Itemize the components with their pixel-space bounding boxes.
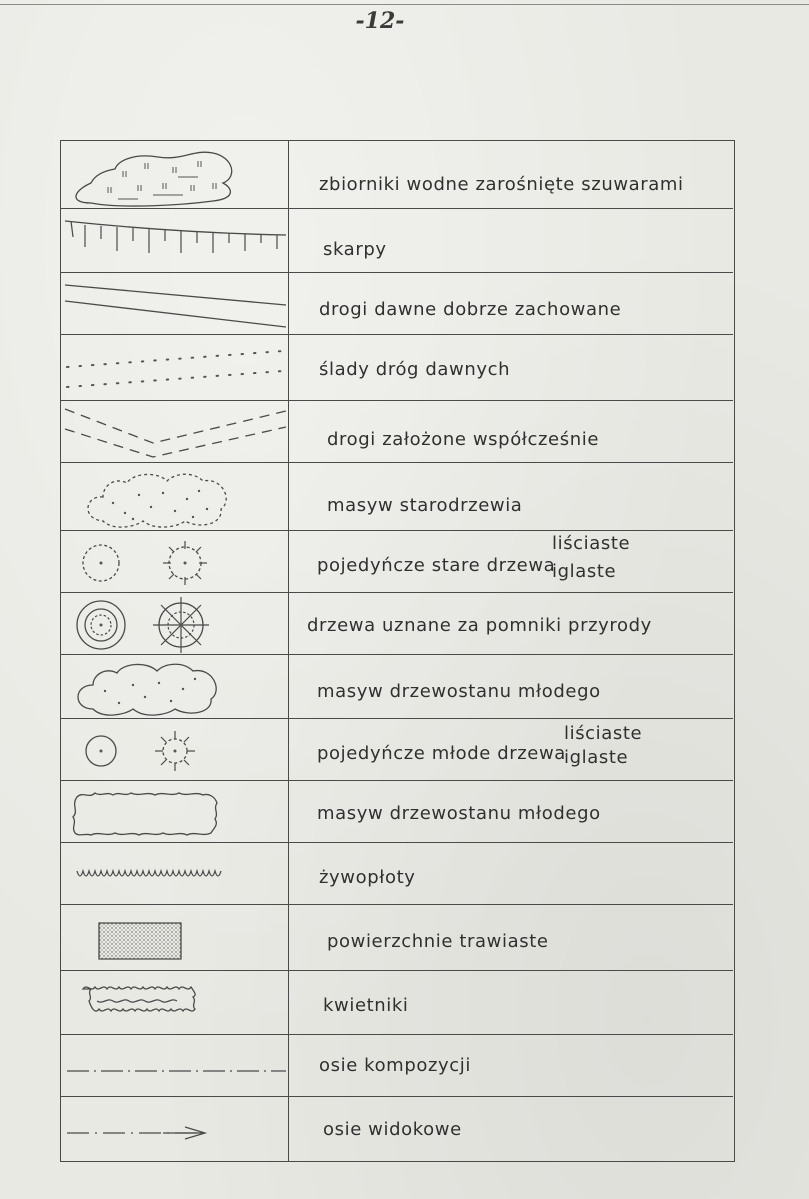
legend-sublabel-coniferous: iglaste (552, 561, 617, 582)
legend-label: masyw drzewostanu młodego (317, 803, 601, 824)
legend-row (61, 273, 733, 335)
young-stand-shrub-icon (63, 783, 286, 841)
composition-axis-icon (63, 1037, 286, 1095)
legend-sublabel-deciduous: liściaste (552, 533, 631, 554)
legend-label: masyw drzewostanu młodego (317, 681, 601, 702)
old-tree-mass-icon (63, 465, 286, 529)
legend-row (61, 905, 733, 971)
legend-label: skarpy (323, 239, 387, 260)
flower-bed-icon (63, 973, 286, 1033)
single-old-trees-icon (63, 533, 286, 591)
legend-row (61, 531, 733, 593)
legend-label: drzewa uznane za pomniki przyrody (307, 615, 652, 636)
legend-table (60, 140, 735, 1162)
legend-row (61, 463, 733, 531)
young-stand-mass-icon (63, 657, 286, 717)
view-axis-icon (63, 1099, 286, 1159)
single-young-trees-icon (63, 721, 286, 779)
legend-label: kwietniki (323, 995, 409, 1016)
legend-sublabel-deciduous: liściaste (564, 723, 643, 744)
legend-row (61, 209, 733, 273)
grass-area-icon (63, 907, 286, 969)
legend-label: pojedyńcze młode drzewa (317, 743, 566, 764)
legend-label: ślady dróg dawnych (319, 359, 511, 380)
page-number: -12- (355, 8, 405, 34)
legend-label: osie widokowe (323, 1119, 462, 1140)
legend-label: drogi dawne dobrze zachowane (319, 299, 622, 320)
reed-pond-icon (63, 143, 286, 207)
legend-row (61, 781, 733, 843)
modern-road-icon (63, 403, 286, 461)
legend-row (61, 655, 733, 719)
legend-label: osie kompozycji (319, 1055, 471, 1076)
legend-row (61, 971, 733, 1035)
nature-monument-trees-icon (63, 595, 286, 653)
legend-row (61, 1035, 733, 1097)
legend-label: powierzchnie trawiaste (327, 931, 549, 952)
legend-row (61, 843, 733, 905)
old-road-traces-icon (63, 337, 286, 399)
escarpment-icon (63, 211, 286, 271)
old-road-preserved-icon (63, 275, 286, 333)
legend-row (61, 1097, 733, 1161)
legend-row (61, 141, 733, 209)
legend-label: masyw starodrzewia (327, 495, 523, 516)
legend-label: drogi założone współcześnie (327, 429, 599, 450)
legend-row (61, 719, 733, 781)
legend-label: pojedyńcze stare drzewa (317, 555, 556, 576)
legend-row (61, 401, 733, 463)
legend-label: żywopłoty (319, 867, 416, 888)
legend-label: zbiorniki wodne zarośnięte szuwarami (319, 174, 684, 195)
top-edge-rule (0, 4, 809, 5)
legend-row (61, 593, 733, 655)
legend-row (61, 335, 733, 401)
hedge-icon (63, 845, 286, 903)
legend-sublabel-coniferous: iglaste (564, 747, 629, 768)
